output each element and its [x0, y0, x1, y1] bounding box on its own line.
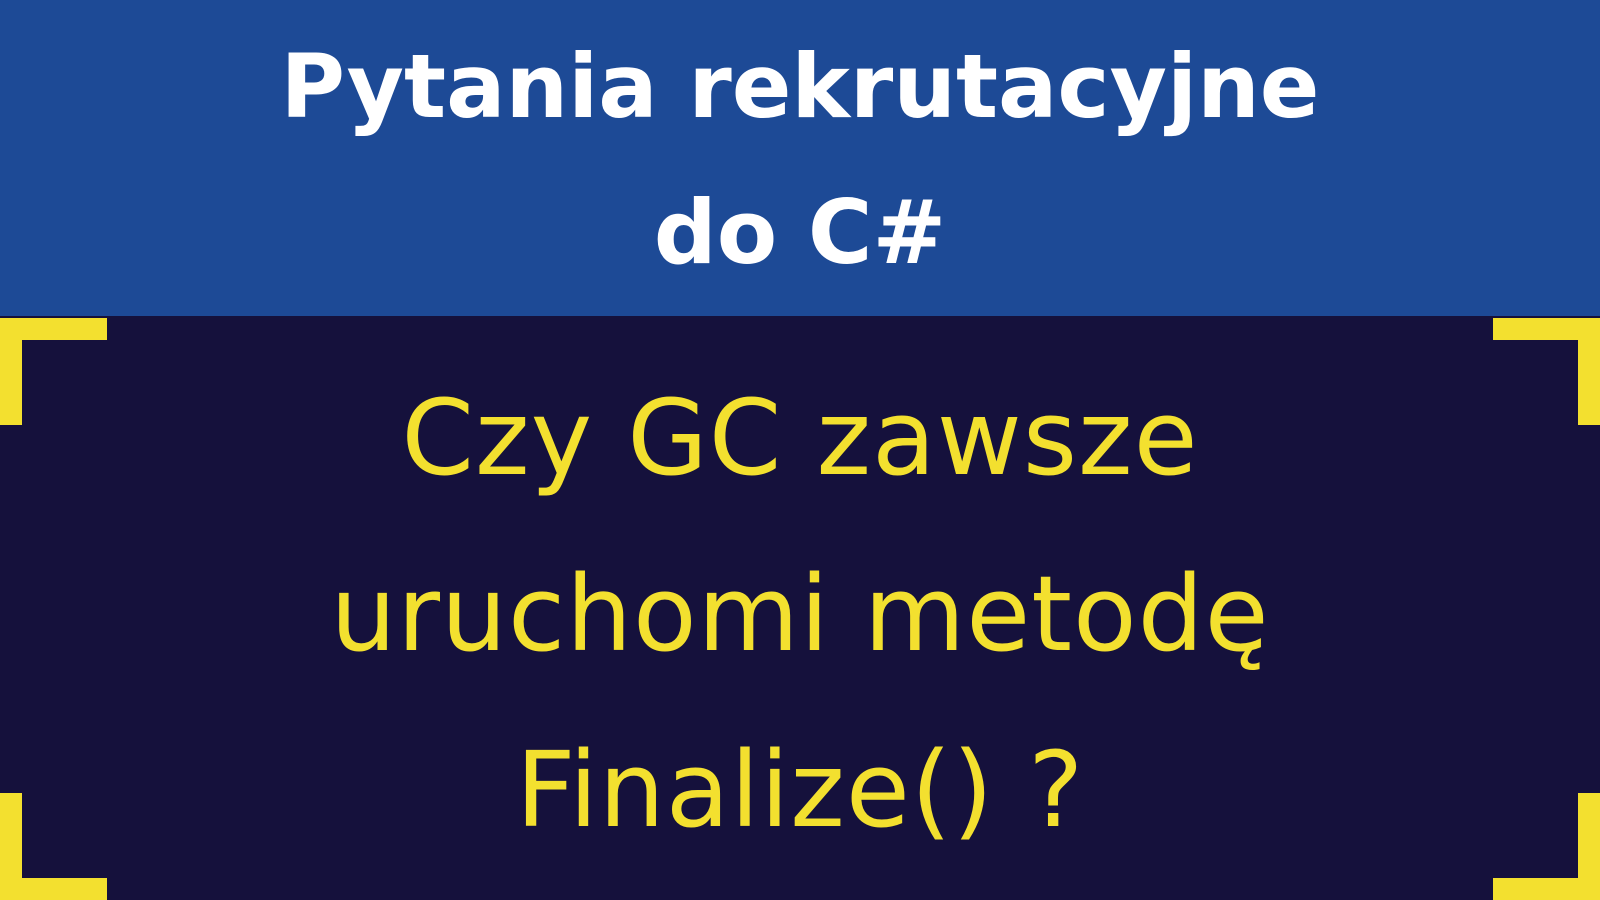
- top-right-corner-bracket: [1493, 318, 1600, 425]
- question-panel: [0, 316, 1600, 900]
- title-banner: [0, 0, 1600, 316]
- bottom-left-corner-bracket: [0, 793, 107, 900]
- question-line-2: uruchomi metodę: [330, 553, 1270, 675]
- title-line-1: Pytania rekrutacyjne: [280, 35, 1320, 138]
- question-line-1: Czy GC zawsze: [401, 377, 1199, 499]
- top-left-corner-bracket: [0, 318, 107, 425]
- bottom-right-corner-bracket: [1493, 793, 1600, 900]
- question-line-3: Finalize() ?: [515, 729, 1085, 851]
- title-line-2: do C#: [653, 181, 947, 284]
